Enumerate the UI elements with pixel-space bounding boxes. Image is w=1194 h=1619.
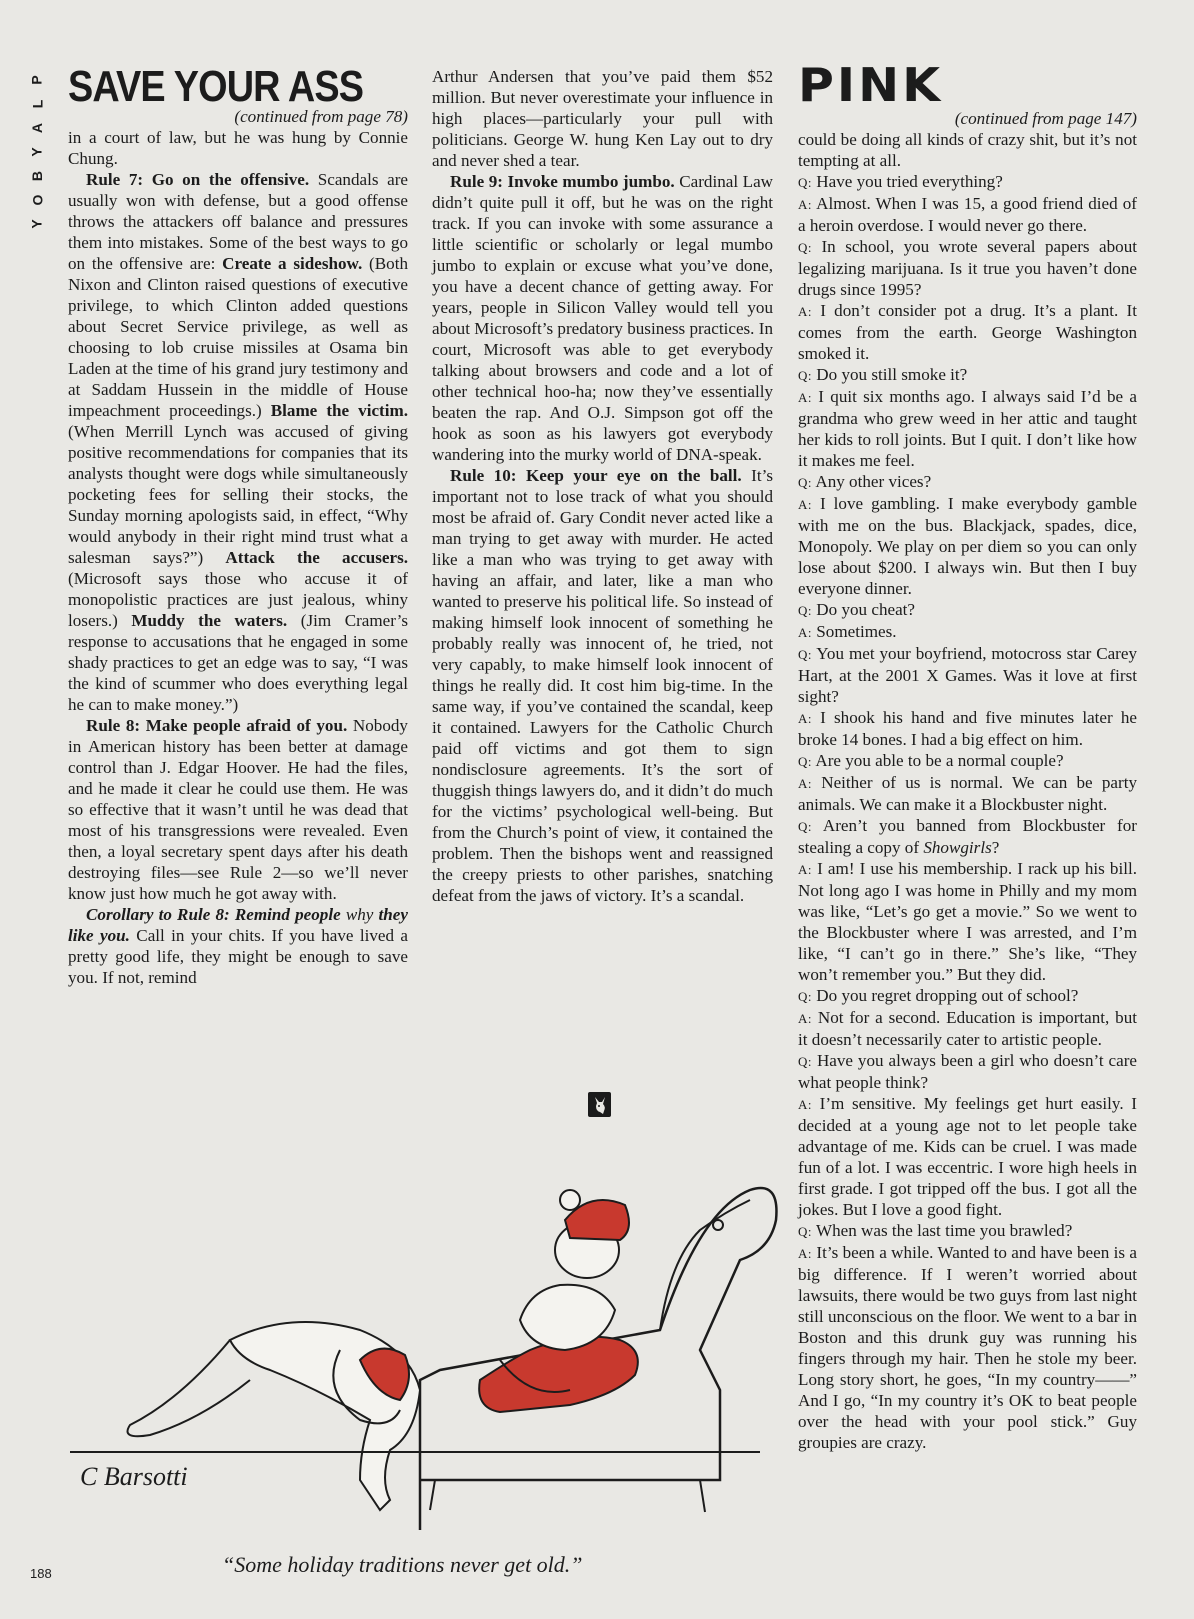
santa-cartoon-illustration [60, 1150, 780, 1550]
tactic-heading: Create a sideshow. [222, 254, 363, 273]
question-label: Q: [798, 1054, 812, 1069]
santa-hat-pompom [560, 1190, 580, 1210]
rule-text: Nobody in American history has been better at damage control than J. Edgar Hoover. He had the files, and he made it clear he could use them. He was so effective that it wasn’t until he was dead that most of his transgressions were revealed. Even then, a loyal secretary spent days after his death destroying files—see Rule 2—so we’ll never know just how much he got away with. [68, 716, 408, 903]
answer-text: Not for a second. Education is important, but it doesn’t necessarily cater to artistic people. [798, 1008, 1137, 1049]
paragraph: in a court of law, but he was hung by Connie Chung. [68, 128, 408, 168]
answer-text: Neither of us is normal. We can be party animals. We can make it a Blockbuster night. [798, 773, 1137, 814]
cartoon-signature: C Barsotti [80, 1462, 188, 1491]
interview-question [798, 1220, 1137, 1242]
answer-text: It’s been a while. Wanted to and have been is a big difference. If I weren’t worried about lawsuits, there would be two guys from last night still unconscious on the floor. We went to a bar in Boston and this drunk guy was running his fingers through my hair. Then he stole my beer. Long story short, he goes, “In my country——” And I go, “In my country it’s OK to beat people over the head with your pool stick.” Guy groupies are crazy. [798, 1243, 1137, 1452]
corollary-heading-why: why [345, 905, 374, 924]
article-title: SAVE YOUR ASS [68, 62, 364, 111]
answer-text: Sometimes. [816, 622, 897, 641]
interview-question [798, 643, 1137, 707]
question-label: Q: [798, 647, 812, 662]
cartoon-caption: “Some holiday traditions never get old.” [222, 1552, 583, 1577]
answer-text: I don’t consider pot a drug. It’s a plant. It comes from the earth. George Washington smoked it. [798, 301, 1137, 363]
interview-answer [798, 707, 1137, 750]
tactic-text: (When Merrill Lynch was accused of giving positive recommendations for companies that its analysts thought were dogs while simultaneously pocketing fees for selling their stocks, the Sunday morning apologists said, in effect, “Why would anybody in their right mind trust what a salesman says?”) [68, 422, 408, 567]
question-label: Q: [798, 989, 812, 1004]
question-text: Do you cheat? [816, 600, 916, 619]
interview-question [798, 364, 1137, 386]
rule-heading: Rule 7: Go on the offensive. [86, 170, 310, 189]
tactic-text: (Microsoft says those who accuse it of monopolistic practices are just jealous, whiny losers.) [68, 569, 408, 630]
article-pink-interview [798, 58, 1138, 1453]
question-text: Do you still smoke it? [816, 365, 968, 384]
answer-text: I love gambling. I make everybody gamble with me on the bus. Blackjack, spades, dice, Monopoly. We play on per diem so you can only lose about $200. I always win. But then I buy everyone dinner. [798, 494, 1137, 598]
answer-label: A: [798, 1097, 812, 1112]
continued-note: (continued from page 78) [234, 107, 408, 126]
page-number: 188 [30, 1566, 52, 1581]
answer-text: I am! I use his membership. I rack up his bill. Not long ago I was home in Philly and my mom was like, “Let’s go get a movie.” So we went to the Blockbuster where I was arrested, and I’m like, “I can’t go in there.” She’s like, “They won’t remember you.” But they did. [798, 859, 1137, 984]
answer-label: A: [798, 197, 812, 212]
article-title: PINK [798, 58, 944, 113]
rule-text: It’s important not to lose track of what you should most be afraid of. Gary Condit never acted like a man trying to get away with murder. He acted like a man who was trying to get away with having an affair, and later, like a man who wanted to preserve his political life. So instead of making himself look innocent of something he probably really was innocent of, he tried, not very capably, to make himself look innocent of things he really did. It cost him big-time. In the same way, if you’ve contained the scandal, keep it contained. Lawyers for the Catholic Church paid off victims and got them to sign nondisclosure agreements. It’s the sort of thuggish things lawyers do, and it didn’t do much for the victims’ psychological well-being. But from the Church’s point of view, it contained the problem. Then the bishops went and reassigned the creepy priests to other parishes, snatching defeat from the jaws of victory. It’s a scandal. [432, 466, 773, 905]
interview-question [798, 750, 1137, 772]
interview-answer [798, 300, 1137, 364]
sidebar-letter: B [29, 170, 45, 182]
sidebar-letter: A [29, 122, 45, 134]
sidebar-letter: P [29, 75, 45, 85]
question-label: Q: [798, 603, 812, 618]
rabbit-head-end-mark-icon [588, 1092, 611, 1117]
paragraph-rule-9 [432, 171, 773, 465]
answer-label: A: [798, 304, 812, 319]
interview-answer [798, 386, 1137, 471]
interview-answer [798, 1093, 1137, 1220]
answer-text: I quit six months ago. I always said I’d be a grandma who grew weed in her attic and taught her kids to roll joints. But I quit. I don’t like how it makes me feel. [798, 387, 1138, 470]
rule-heading: Rule 10: Keep your eye on the ball. [450, 466, 742, 485]
chair-leg-right [700, 1480, 705, 1512]
paragraph-rule-8 [68, 715, 408, 904]
playboy-vertical-logo [26, 68, 48, 236]
interview-answer [798, 1007, 1137, 1050]
question-text: Any other vices? [815, 472, 932, 491]
article-save-your-ass-continued [432, 66, 773, 906]
sidebar-letter: L [29, 99, 45, 109]
interview-answer [798, 1242, 1137, 1453]
rule-text: Scandals are usually won with defense, but a good offense throws the attackers off balance and pressures them into mistakes. Some of the best ways to go on the offensive are: [68, 170, 408, 273]
interview-question [798, 471, 1137, 493]
tactic-heading: Muddy the waters. [131, 611, 288, 630]
qa-list [798, 171, 1137, 1453]
article-save-your-ass [68, 62, 409, 988]
rule-heading: Rule 9: Invoke mumbo jumbo. [450, 172, 675, 191]
question-text: Are you able to be a normal couple? [815, 751, 1064, 770]
question-label: Q: [798, 475, 812, 490]
tactic-text: (Both Nixon and Clinton raised questions of executive privilege, to which Clinton added questions about Secret Service privilege, as well as choosing to lob cruise missiles at Osama bin Laden at the time of his grand jury testimony and at Saddam Hussein in the middle of House impeachment proceedings.) [68, 254, 408, 420]
question-label: Q: [798, 819, 812, 834]
tactic-text: (Jim Cramer’s response to accusations that he engaged in some shady practices to get an edge was to say, “I was the kind of scummer who does everything legal he can to make money.”) [68, 611, 409, 714]
answer-text: I’m sensitive. My feelings get hurt easily. I decided at a young age not to let people take advantage of me. Kids can be cruel. I was made fun of a lot. I was eccentric. I wore high heels in first grade. I got tripped off the bus. I got all the jokes. But I love a good fight. [798, 1094, 1137, 1219]
woman-leg [128, 1340, 251, 1436]
corollary-text: Call in your chits. If you have lived a pretty good life, they might be enough to save you. If not, remind [68, 926, 408, 987]
question-text: Have you tried everything? [816, 172, 1003, 191]
interview-question [798, 815, 1137, 858]
tactic-heading: Attack the accusers. [225, 548, 409, 567]
answer-label: A: [798, 497, 812, 512]
interview-question [798, 985, 1137, 1007]
interview-answer [798, 621, 1137, 643]
paragraph-rule-10 [432, 465, 773, 906]
question-label: Q: [798, 1224, 812, 1239]
answer-text: Almost. When I was 15, a good friend died of a heroin overdose. I would never go there. [798, 194, 1137, 235]
sidebar-letter: O [28, 194, 45, 206]
interview-answer [798, 493, 1137, 599]
interview-question [798, 171, 1137, 193]
question-label: Q: [798, 240, 812, 255]
question-text: You met your boyfriend, motocross star Carey Hart, at the 2001 X Games. Was it love at first sight? [798, 644, 1138, 706]
answer-label: A: [798, 776, 812, 791]
paragraph: Arthur Andersen that you’ve paid them $52 million. But never overestimate your influence in high places—particularly your pull with politicians. George W. hung Ken Lay out to dry and never shed a tear. [432, 67, 773, 170]
answer-label: A: [798, 390, 812, 405]
question-text: Aren’t you banned from Blockbuster for stealing a copy of [798, 816, 1137, 857]
question-label: Q: [798, 754, 812, 769]
rule-heading: Rule 8: Make people afraid of you. [86, 716, 348, 735]
interview-question [798, 1050, 1137, 1093]
question-label: Q: [798, 368, 812, 383]
answer-label: A: [798, 1246, 812, 1261]
interview-answer [798, 772, 1137, 815]
answer-text: I shook his hand and five minutes later he broke 14 bones. I had a big effect on him. [798, 708, 1137, 749]
corollary-heading-a: Corollary to Rule 8: Remind people [86, 905, 346, 924]
corollary-heading-b: they like you. [68, 905, 408, 945]
paragraph-corollary [68, 904, 408, 988]
question-text: ? [991, 838, 1000, 857]
question-text: When was the last time you brawled? [815, 1221, 1073, 1240]
answer-label: A: [798, 862, 812, 877]
interview-answer [798, 858, 1137, 985]
answer-label: A: [798, 625, 812, 640]
question-text: Do you regret dropping out of school? [816, 986, 1079, 1005]
question-text: Showgirls [923, 838, 992, 857]
question-text: Have you always been a girl who doesn’t care what people think? [798, 1051, 1138, 1092]
question-label: Q: [798, 175, 812, 190]
sidebar-letter: Y [29, 147, 45, 157]
chair-leg-left [430, 1480, 435, 1510]
interview-answer [798, 193, 1137, 236]
interview-question [798, 599, 1137, 621]
answer-label: A: [798, 711, 812, 726]
question-text: In school, you wrote several papers about legalizing marijuana. Is it true you haven’t done drugs since 1995? [798, 237, 1137, 299]
interview-question [798, 236, 1137, 300]
continued-note: (continued from page 147) [954, 109, 1137, 128]
rule-text: Cardinal Law didn’t quite pull it off, but he was on the right track. If you can invoke with some assurance a little scientific or scholarly or legal mumbo jumbo to explain or excuse what you’ve done, you have a decent chance of getting away. For years, people in Silicon Valley would tell you about Microsoft’s predatory business practices. In court, Microsoft was able to get everybody talking about browsers and code and a lot of other technical hoo-ha; now they’ve essentially beaten the rap. And O.J. Simpson got off the hook as soon as his lawyers got everybody wandering into the murky world of DNA-speak. [432, 172, 773, 464]
tactic-heading: Blame the victim. [270, 401, 408, 420]
sidebar-letter: Y [29, 219, 45, 229]
paragraph: could be doing all kinds of crazy shit, but it’s not tempting at all. [798, 130, 1137, 170]
paragraph-rule-7 [68, 169, 408, 715]
answer-label: A: [798, 1011, 812, 1026]
